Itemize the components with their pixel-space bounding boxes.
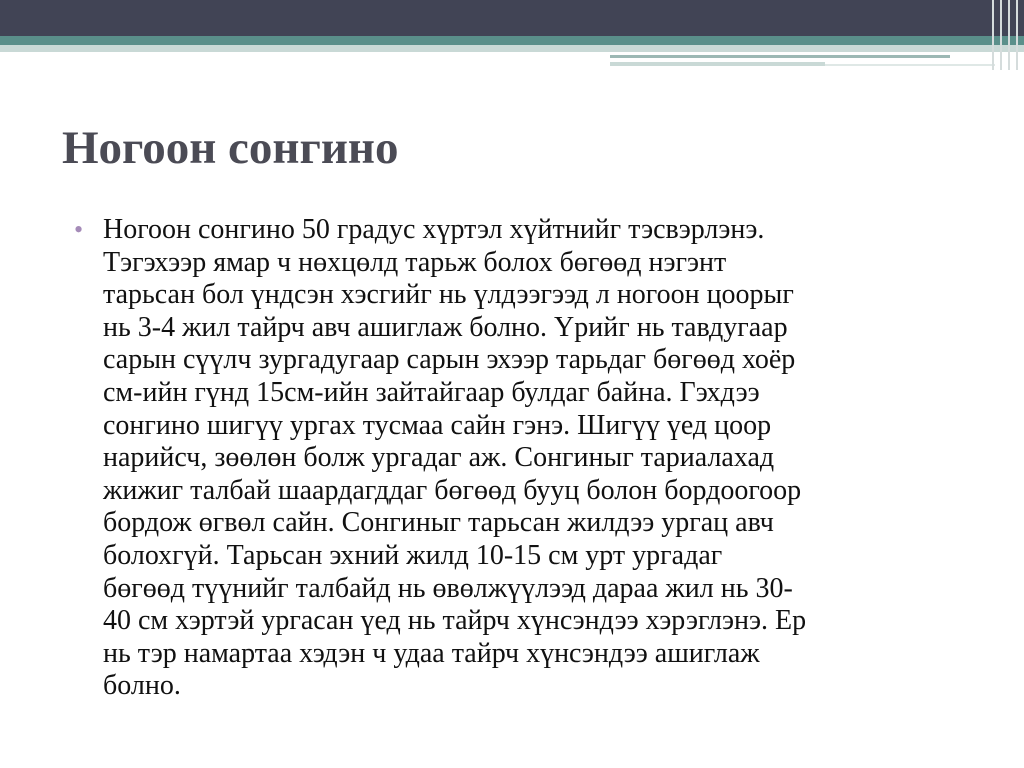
text-line: Тэгэхээр ямар ч нөхцөлд тарьж болох бөгөөд нэгэнт [103,246,727,278]
header-stripes [988,0,1024,70]
header-accent-line [610,62,825,66]
header-band-dark [0,0,1024,36]
header-stripe [1016,0,1018,70]
text-line: жижиг талбай шаардагддаг бөгөөд бууц болон бордоогоор [103,474,802,506]
header-accent-line [825,64,995,66]
text-line: нь 3-4 жил тайрч авч ашиглаж болно. Үрийг нь тавдугаар [103,311,788,343]
text-line: бөгөөд түүнийг талбайд нь өвөлжүүлээд дараа жил нь 30- [103,572,793,604]
header-stripe [1000,0,1002,70]
text-line: сарын сүүлч зургадугаар сарын эхээр тарьдаг бөгөөд хоёр [103,344,796,376]
header-stripe [1008,0,1010,70]
header-stripe [992,0,994,70]
bullet-item [74,214,974,703]
text-line: сонгино шигүү ургах тусмаа сайн гэнэ. Шигүү үед цоор [103,409,772,441]
slide-title: Ногоон сонгино [62,122,399,174]
bullet-marker: • [74,215,84,244]
text-line: тарьсан бол үндсэн хэсгийг нь үлдээгээд л ногоон цоорыг [103,279,794,311]
text-line: нарийсч, зөөлөн болж ургадаг аж. Сонгиныг тариалахад [103,442,775,474]
bullet-text [74,214,974,703]
header-band-teal [0,36,1024,45]
text-line: 40 см хэртэй ургасан үед нь тайрч хүнсэндээ хэрэглэнэ. Ер [103,605,807,637]
text-line: нь тэр намартаа хэдэн ч удаа тайрч хүнсэндээ ашиглаж [103,637,760,669]
text-line: болно. [103,670,181,702]
text-line: болохгүй. Тарьсан эхний жилд 10-15 см урт ургадаг [103,539,723,571]
header-band-light [0,45,1024,52]
text-line: Ногоон сонгино 50 градус хүртэл хүйтнийг тэсвэрлэнэ. [103,214,765,245]
text-line: бордож өгвөл сайн. Сонгиныг тарьсан жилдээ ургац авч [103,507,774,539]
header-accent-line [610,55,950,58]
text-line: см-ийн гүнд 15см-ийн зайтайгаар булдаг байна. Гэхдээ [103,376,760,408]
